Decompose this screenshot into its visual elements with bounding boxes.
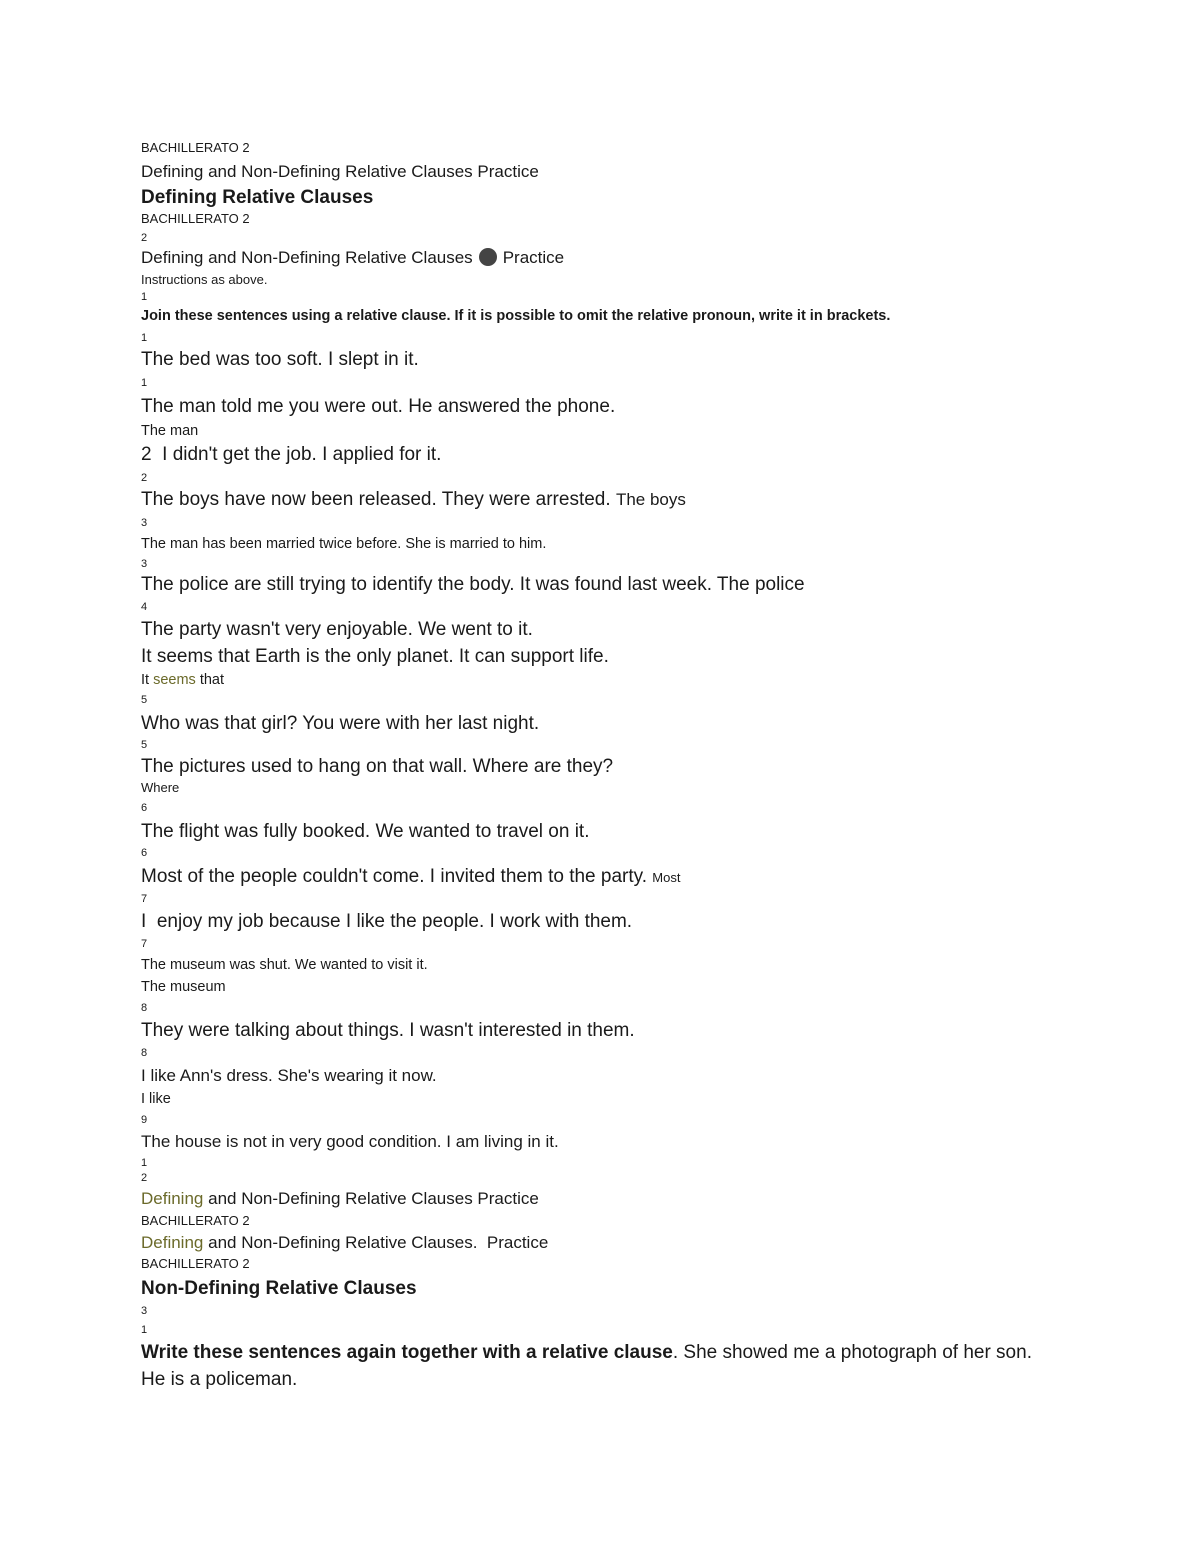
header-level: BACHILLERATO 2 <box>141 1213 250 1228</box>
item-number: 2 <box>141 472 148 484</box>
exercise-sentence: The house is not in very good condition. I am living in it. <box>141 1132 559 1151</box>
instructions: Instructions as above. <box>141 272 268 287</box>
answer-prompt: Most <box>652 870 681 885</box>
exercise-sentence: The flight was fully booked. We wanted to travel on it. <box>141 821 590 842</box>
title-highlight: Defining <box>141 1189 204 1208</box>
sentence-text: Most of the people couldn't come. I invited them to the party. <box>141 866 647 887</box>
exercise-sentence: Who was that girl? You were with her last night. <box>141 713 540 734</box>
prompt-word: that <box>199 672 225 688</box>
document-title: Defining and Non-Defining Relative Clauses Practice <box>141 162 539 181</box>
exercise-sentence: It seems that Earth is the only planet. It can support life. <box>141 646 609 667</box>
item-number: 1 <box>141 332 148 344</box>
sentence-text: enjoy my job because I like the people. I work with them. <box>156 911 633 932</box>
sentence-text: I didn't get the job. I applied for it. <box>162 444 442 465</box>
exercise-sentence <box>141 444 441 466</box>
item-number: 5 <box>141 694 148 706</box>
title-practice: Practice <box>486 1233 549 1252</box>
exercise-sentence: The party wasn't very enjoyable. We went to it. <box>141 619 533 640</box>
bullet-circle-icon <box>479 248 497 266</box>
instruction-bold: Write these sentences again together with a relative clause <box>141 1342 673 1363</box>
page-number: 2 <box>141 1172 148 1184</box>
item-number: 3 <box>141 558 148 570</box>
answer-prompt: Where <box>141 780 180 795</box>
title-highlight: Defining <box>141 1233 204 1252</box>
exercise-instruction <box>141 308 890 325</box>
answer-prompt: The boys <box>615 490 686 509</box>
exercise-sentence <box>141 911 632 933</box>
answer-prompt <box>141 672 224 689</box>
instruction-part: Join these sentences using a relative clause <box>141 308 447 324</box>
sentence-text: I <box>141 911 147 932</box>
instruction-sentence: . She showed me a photograph of her son. He is a policeman. <box>141 1342 1032 1390</box>
document-title <box>141 248 564 268</box>
exercise-instruction <box>141 1340 1061 1393</box>
prompt-word: seems <box>153 672 196 688</box>
item-number: 6 <box>141 847 148 859</box>
item-number: 1 <box>141 377 148 389</box>
item-number: 2 <box>141 444 152 465</box>
item-number: 1 <box>141 1157 148 1169</box>
title-text: Defining and Non-Defining Relative Clauses <box>141 248 473 267</box>
item-number: 8 <box>141 1047 148 1059</box>
prompt-word: It <box>141 672 150 688</box>
exercise-sentence <box>141 489 686 511</box>
exercise-sentence: The bed was too soft. I slept in it. <box>141 349 419 370</box>
exercise-number: 1 <box>141 1324 148 1336</box>
header-level: BACHILLERATO 2 <box>141 211 250 226</box>
item-number: 4 <box>141 601 148 613</box>
sentence-text: The boys have now been released. They were arrested. <box>141 489 611 510</box>
instruction-part: . If it is possible to omit the relative pronoun, write it in brackets. <box>446 308 891 324</box>
exercise-sentence: The man told me you were out. He answered the phone. <box>141 396 616 417</box>
exercise-sentence: The police are still trying to identify the body. It was found last week. The police <box>141 574 805 595</box>
answer-prompt: The museum <box>141 979 226 995</box>
title-practice: Practice <box>502 248 565 267</box>
section-heading-non-defining: Non-Defining Relative Clauses <box>141 1278 417 1299</box>
title-text: and Non-Defining Relative Clauses. <box>208 1233 478 1252</box>
exercise-sentence: The man has been married twice before. She is married to him. <box>141 536 547 552</box>
title-text: and Non-Defining Relative Clauses Practice <box>208 1189 539 1208</box>
exercise-sentence: The museum was shut. We wanted to visit it. <box>141 957 428 973</box>
item-number: 7 <box>141 893 148 905</box>
header-level: BACHILLERATO 2 <box>141 1256 250 1271</box>
item-number: 6 <box>141 802 148 814</box>
item-number: 9 <box>141 1114 148 1126</box>
document-title <box>141 1233 548 1253</box>
item-number: 8 <box>141 1002 148 1014</box>
item-number: 3 <box>141 517 148 529</box>
document-title <box>141 1189 539 1209</box>
exercise-sentence: The pictures used to hang on that wall. Where are they? <box>141 756 614 777</box>
page-number: 2 <box>141 232 148 244</box>
answer-prompt: I like <box>141 1091 171 1107</box>
header-level: BACHILLERATO 2 <box>141 140 250 155</box>
item-number: 7 <box>141 938 148 950</box>
exercise-sentence <box>141 866 680 888</box>
page-number: 3 <box>141 1305 148 1317</box>
exercise-number: 1 <box>141 291 148 303</box>
answer-prompt: The man <box>141 423 199 439</box>
item-number: 5 <box>141 739 148 751</box>
exercise-sentence: They were talking about things. I wasn't interested in them. <box>141 1020 635 1041</box>
exercise-sentence: I like Ann's dress. She's wearing it now. <box>141 1066 437 1085</box>
section-heading-defining: Defining Relative Clauses <box>141 187 374 208</box>
